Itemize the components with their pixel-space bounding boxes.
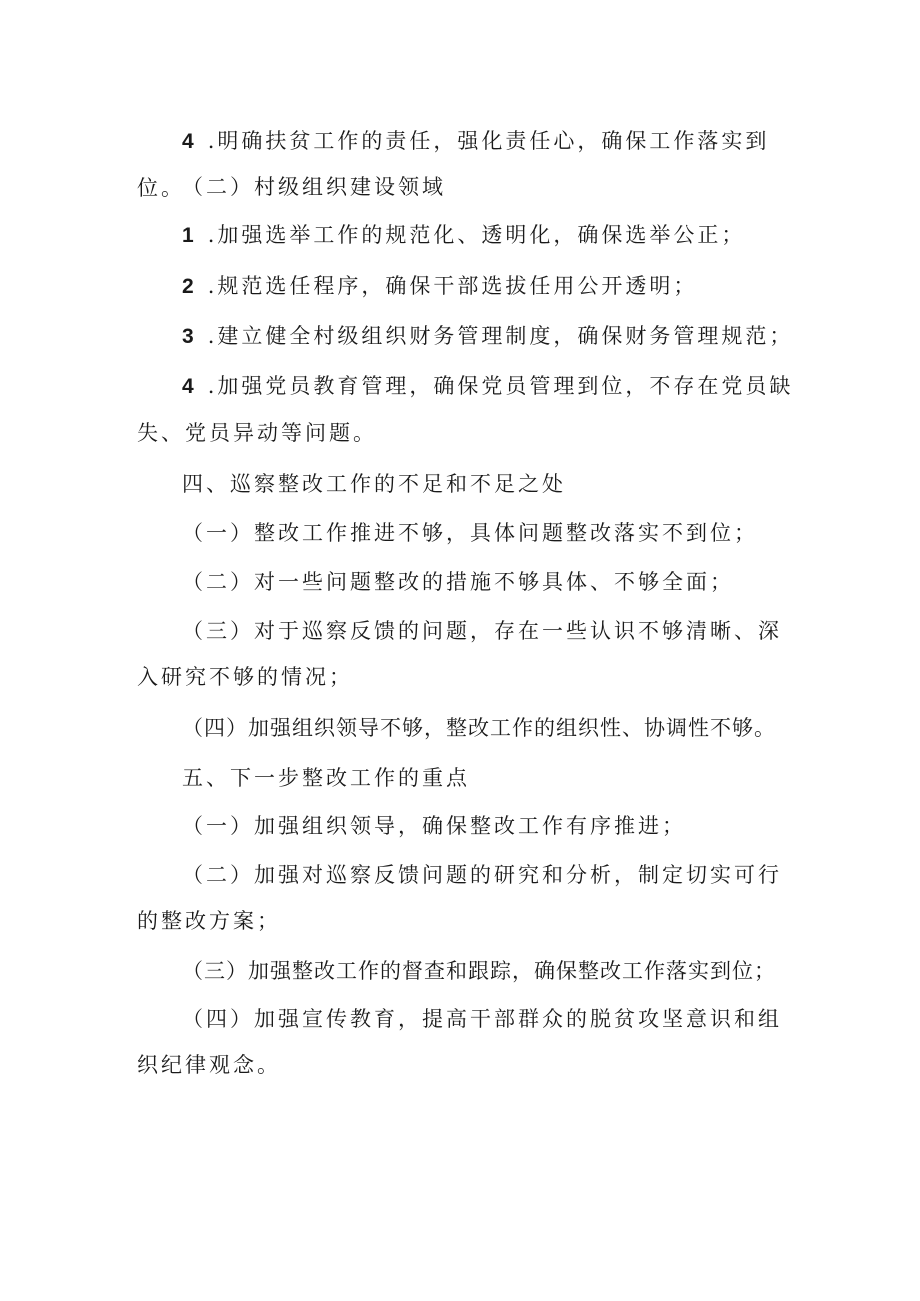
paragraph-text: （一）加强组织领导，确保整改工作有序推进； bbox=[182, 814, 686, 838]
paragraph-text: .加强选举工作的规范化、透明化，确保选举公正； bbox=[207, 223, 746, 247]
paragraph-9 bbox=[137, 559, 797, 605]
paragraph-text: （三）对于巡察反馈的问题，存在一些认识不够清晰、深入研究不够的情况； bbox=[137, 619, 782, 689]
item-number: 4 bbox=[182, 375, 194, 398]
item-number: 4 bbox=[182, 130, 194, 153]
section-heading-village-organization bbox=[137, 164, 797, 210]
paragraph-text: 四、巡察整改工作的不足和不足之处 bbox=[182, 472, 566, 496]
paragraph-text: （三）加强整改工作的督查和跟踪，确保整改工作落实到位； bbox=[182, 959, 776, 983]
item-number: 3 bbox=[182, 325, 194, 348]
paragraph-text: （四）加强宣传教育，提高干部群众的脱贫攻坚意识和组织纪律观念。 bbox=[137, 1007, 782, 1077]
paragraph-11 bbox=[137, 705, 797, 751]
paragraph-14 bbox=[137, 852, 797, 944]
paragraph-8 bbox=[137, 510, 797, 556]
paragraph-16 bbox=[137, 996, 797, 1088]
paragraph-text: （二）加强对巡察反馈问题的研究和分析，制定切实可行的整改方案； bbox=[137, 863, 782, 933]
paragraph-text: （四）加强组织领导不够，整改工作的组织性、协调性不够。 bbox=[182, 716, 776, 740]
paragraph-5 bbox=[137, 313, 797, 360]
paragraph-text: （二）村级组织建设领域 bbox=[182, 175, 446, 199]
paragraph-text: .明确扶贫工作的责任，强化责任心，确保工作落实到位。 bbox=[137, 129, 770, 200]
paragraph-text: .加强党员教育管理，确保党员管理到位，不存在党员缺失、党员异动等问题。 bbox=[137, 374, 794, 445]
paragraph-text: .建立健全村级组织财务管理制度，确保财务管理规范； bbox=[207, 324, 794, 348]
paragraph-text: （二）对一些问题整改的措施不够具体、不够全面； bbox=[182, 570, 734, 594]
paragraph-13 bbox=[137, 803, 797, 849]
paragraph-4 bbox=[137, 263, 797, 310]
paragraph-text: （一）整改工作推进不够，具体问题整改落实不到位； bbox=[182, 521, 758, 545]
paragraph-10 bbox=[137, 608, 797, 700]
paragraph-text: 五、下一步整改工作的重点 bbox=[182, 766, 470, 790]
item-number: 2 bbox=[182, 275, 194, 298]
paragraph-text: .规范选任程序，确保干部选拔任用公开透明； bbox=[207, 274, 698, 298]
section-heading-shortcomings bbox=[137, 461, 797, 507]
item-number: 1 bbox=[182, 224, 194, 247]
paragraph-3 bbox=[137, 212, 797, 259]
paragraph-15 bbox=[137, 948, 797, 994]
paragraph-6 bbox=[137, 363, 797, 456]
section-heading-next-steps bbox=[137, 755, 797, 801]
